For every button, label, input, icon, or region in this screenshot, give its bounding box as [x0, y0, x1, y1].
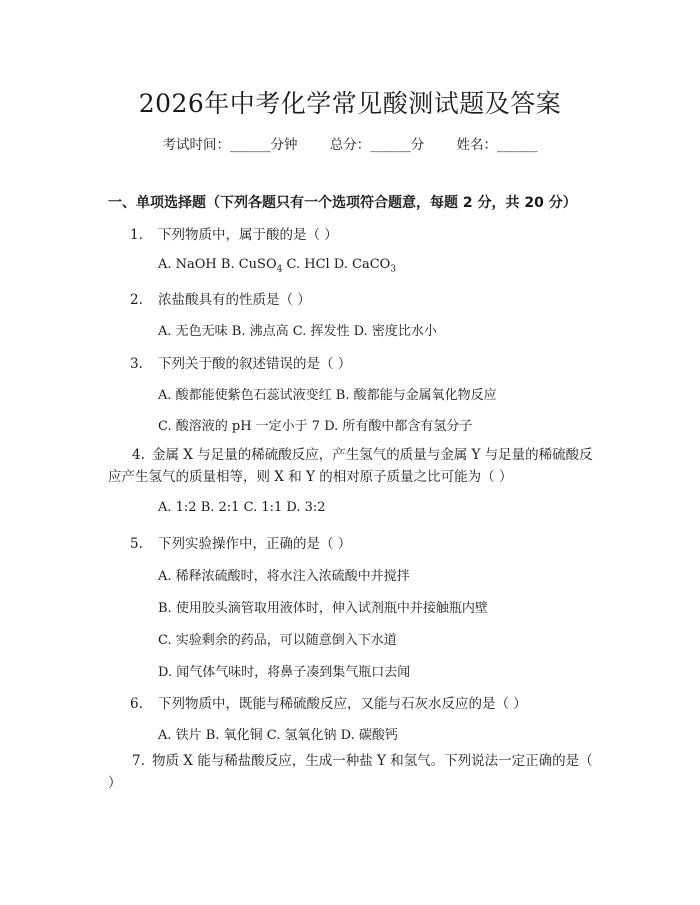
question-7	[108, 750, 598, 794]
question-number: 2.	[130, 292, 143, 308]
page-title: 2026年中考化学常见酸测试题及答案	[138, 89, 562, 118]
exam-info-line	[0, 133, 700, 153]
question-2-options: A. 无色无味 B. 沸点高 C. 挥发性 D. 密度比水小	[158, 324, 437, 339]
question-stem: 物质 X 能与稀盐酸反应，生成一种盐 Y 和氢气。下列说法一定正确的是（ ）	[108, 753, 593, 791]
question-5-option-c: C. 实验剩余的药品，可以随意倒入下水道	[158, 633, 397, 648]
question-3	[130, 352, 351, 372]
question-stem: 下列实验操作中，正确的是（ ）	[158, 536, 352, 552]
exam-time-label: 考试时间：______分钟	[162, 137, 298, 153]
question-3-option-line-2: C. 酸溶液的 pH 一定小于 7 D. 所有酸中都含有氢分子	[158, 419, 473, 434]
question-stem: 下列物质中，属于酸的是（ ）	[158, 227, 338, 243]
question-number: 6.	[130, 696, 143, 712]
question-number: 3.	[130, 356, 143, 372]
option-line-part: A. NaOH B. CuSO	[158, 257, 277, 272]
question-number: 7.	[132, 753, 145, 769]
subscript: 3	[390, 264, 397, 275]
question-6-options: A. 铁片 B. 氧化铜 C. 氢氧化钠 D. 碳酸钙	[158, 728, 398, 743]
question-number: 1.	[130, 227, 143, 243]
question-1	[130, 223, 338, 243]
name-label: 姓名：______	[456, 137, 538, 153]
question-stem: 浓盐酸具有的性质是（ ）	[158, 292, 311, 308]
question-5-option-d: D. 闻气体气味时，将鼻子凑到集气瓶口去闻	[158, 665, 411, 680]
question-4-options: A. 1:2 B. 2:1 C. 1:1 D. 3:2	[158, 500, 326, 515]
question-3-option-line-1: A. 酸都能使紫色石蕊试液变红 B. 酸都能与金属氧化物反应	[158, 388, 497, 403]
question-stem: 金属 X 与足量的稀硫酸反应，产生氢气的质量与金属 Y 与足量的稀硫酸反应产生氢气的质量相等，则 X 和 Y 的相对原子质量之比可能为（ ）	[108, 447, 593, 485]
option-line-part: C. HCl D. CaCO	[286, 257, 391, 272]
total-score-label: 总分：______分	[329, 137, 425, 153]
question-number: 5.	[130, 536, 143, 552]
question-5	[130, 532, 351, 552]
question-stem: 下列关于酸的叙述错误的是（ ）	[158, 356, 352, 372]
question-2	[130, 288, 311, 308]
section-header: 一、单项选择题（下列各题只有一个选项符合题意，每题 2 分，共 20 分）	[108, 195, 577, 211]
question-number: 4.	[132, 447, 145, 463]
question-1-options	[158, 257, 396, 275]
question-4	[108, 444, 598, 488]
question-5-option-a: A. 稀释浓硫酸时，将水注入浓硫酸中并搅拌	[158, 569, 410, 584]
subscript: 4	[276, 264, 283, 275]
question-6	[130, 692, 527, 712]
question-5-option-b: B. 使用胶头滴管取用液体时，伸入试剂瓶中并接触瓶内壁	[158, 601, 488, 616]
question-stem: 下列物质中，既能与稀硫酸反应，又能与石灰水反应的是（ ）	[158, 696, 527, 712]
